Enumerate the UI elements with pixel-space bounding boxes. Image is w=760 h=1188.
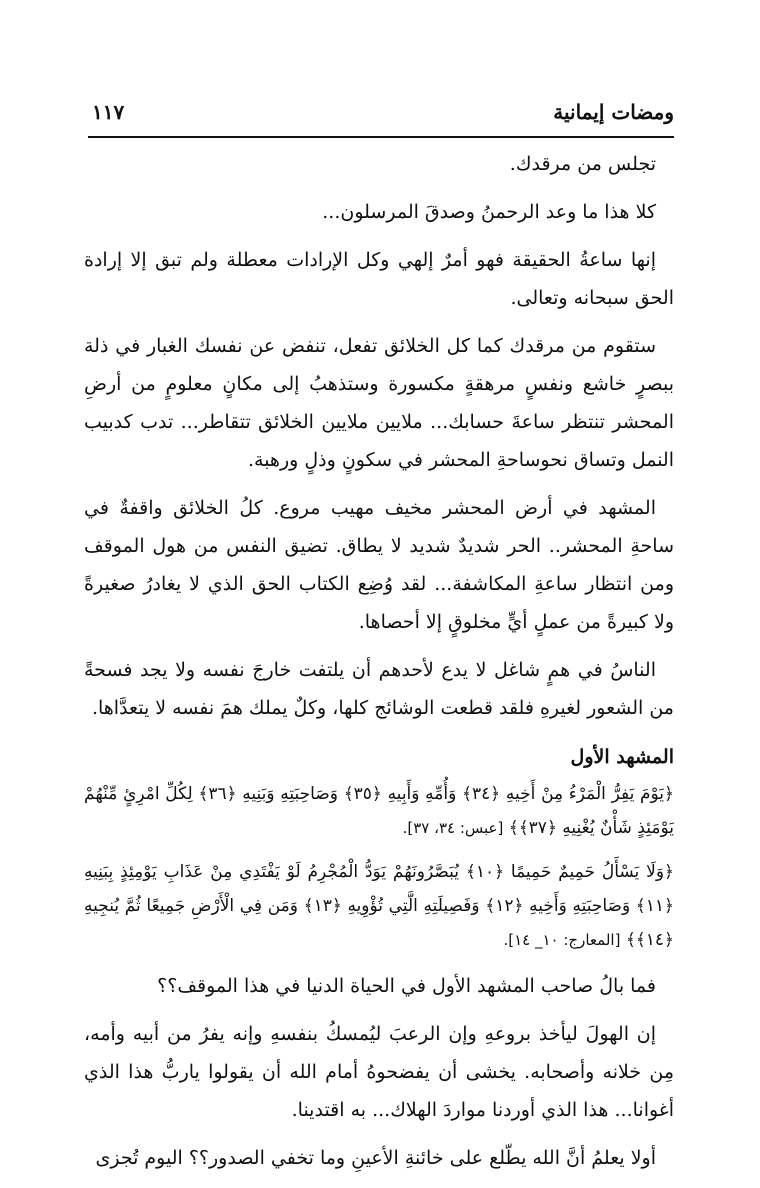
paragraph: فما بالُ صاحب المشهد الأول في الحياة الدنيا في هذا الموقف؟؟: [157, 975, 656, 997]
paragraph: كلا هذا ما وعد الرحمنُ وصدقَ المرسلون...: [322, 201, 656, 223]
quran-verse-text: ﴿يَوْمَ يَفِرُّ الْمَرْءُ مِنْ أَخِيهِ ﴿٣٤﴾ وَأُمِّهِ وَأَبِيهِ ﴿٣٥﴾ وَصَاحِبَتِهِ وَبَنِيهِ ﴿٣٦﴾ لِكُلِّ امْرِئٍ مِّنْهُمْ يَوْمَئِذٍ شَأْنٌ يُغْنِيهِ ﴿٣٧﴾﴾: [84, 784, 674, 838]
quran-verse: [84, 777, 674, 845]
paragraph: ستقوم من مرقدك كما كل الخلائق تفعل، تنفض عن نفسك الغبار في ذلة ببصرٍ خاشع ونفسٍ مرهقةٍ مكسورة وستذهبُ إلى مكانٍ معلومٍ من أرضِ المحشر تنتظر ساعةَ حسابك... ملايين ملايين الخلائق تتقاطر... تدب كدبيب النمل وتساق نحوساحةِ المحشر في سكونٍ وذلٍ ورهبة.: [84, 335, 674, 471]
running-title: ومضات إيمانية: [553, 100, 674, 124]
quran-verse-text: ﴿وَلَا يَسْأَلُ حَمِيمٌ حَمِيمًا ﴿١٠﴾ يُبَصَّرُونَهُمْ يَوَدُّ الْمُجْرِمُ لَوْ يَفْتَدِي مِنْ عَذَابِ يَوْمِئِذٍ بِبَنِيهِ ﴿١١﴾ وَصَاحِبَتِهِ وَأَخِيهِ ﴿١٢﴾ وَفَصِيلَتِهِ الَّتِي تُؤْوِيهِ ﴿١٣﴾ وَمَن فِي الْأَرْضِ جَمِيعًا ثُمَّ يُنجِيهِ ﴿١٤﴾﴾: [84, 862, 675, 950]
section-heading: المشهد الأول: [570, 746, 674, 768]
paragraph: أولا يعلمُ أنَّ الله يطّلع على خائنةِ الأعينِ وما تخفي الصدور؟؟ اليوم تُجزى: [95, 1147, 656, 1169]
paragraph: المشهد في أرض المحشر مخيف مهيب مروع. كلُ الخلائق واقفةٌ في ساحةِ المحشر.. الحر شديدٌ شديد لا يطاق. تضيق النفس من هول الموقف ومن انتظار ساعةِ المكاشفة... لقد وُضِع الكتاب الحق الذي لا يغادرُ صغيرةً ولا كبيرةً من عملٍ أيٍّ مخلوقٍ إلا أحصاها.: [84, 497, 674, 633]
quran-reference: [المعارج: ١٠_ ١٤].: [503, 931, 621, 949]
paragraph: تجلس من مرقدك.: [509, 153, 656, 175]
page-number: ١١٧: [92, 100, 125, 124]
paragraph: إن الهولَ ليأخذ بروعهِ وإن الرعبَ ليُمسكُ بنفسهِ وإنه يفرُ من أبيه وأمه، مِن خلانه وأصحابه. يخشى أن يفضحوهُ أمام الله أن يقولوا ياربُّ هذا الذي أغوانا... هذا الذي أوردنا مواردَ الهلاك... به اقتدينا.: [84, 1023, 674, 1121]
paragraph: الناسُ في همٍ شاغل لا يدع لأحدهم أن يلتفت خارجَ نفسه ولا يجد فسحةً من الشعور لغيرهِ فلقد قطعت الوشائج كلها، وكلٌ يملك همَ نفسه لا يتعدَّاها.: [84, 659, 674, 719]
paragraph: إنها ساعةُ الحقيقة فهو أمرٌ إلهي وكل الإرادات معطلة ولم تبق إلا إرادة الحق سبحانه وتعالى.: [84, 249, 674, 309]
quran-verse: [84, 855, 674, 957]
page-header: [88, 96, 674, 138]
page-body: [84, 145, 674, 1177]
quran-reference: [عبس: ٣٤، ٣٧].: [402, 819, 504, 837]
